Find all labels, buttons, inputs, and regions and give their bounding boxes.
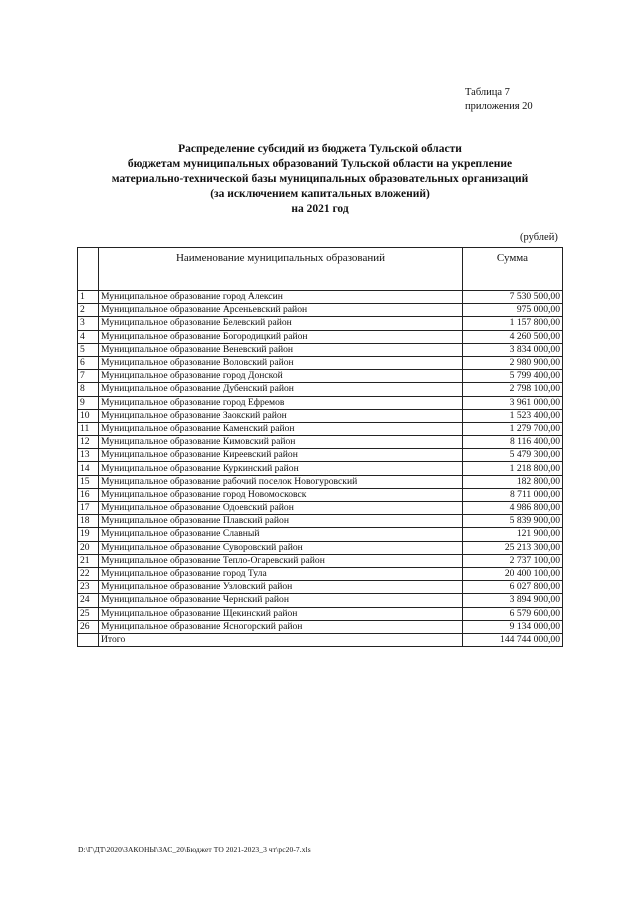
municipality-name: Муниципальное образование Суворовский район xyxy=(99,541,463,554)
total-label: Итого xyxy=(99,633,463,646)
subsidy-amount: 121 900,00 xyxy=(463,528,563,541)
title-line: (за исключением капитальных вложений) xyxy=(210,188,430,200)
subsidy-amount: 20 400 100,00 xyxy=(463,567,563,580)
document-title xyxy=(70,142,570,217)
municipality-name: Муниципальное образование рабочий поселок Новогуровский xyxy=(99,475,463,488)
table-row xyxy=(78,383,563,396)
table-row xyxy=(78,330,563,343)
table-row xyxy=(78,515,563,528)
subsidy-amount: 6 579 600,00 xyxy=(463,607,563,620)
table-row xyxy=(78,541,563,554)
table-row xyxy=(78,502,563,515)
table-row xyxy=(78,620,563,633)
row-number: 7 xyxy=(78,370,99,383)
municipality-name: Муниципальное образование город Тула xyxy=(99,567,463,580)
subsidy-amount: 6 027 800,00 xyxy=(463,581,563,594)
row-number: 17 xyxy=(78,502,99,515)
total-row xyxy=(78,633,563,646)
table-row xyxy=(78,396,563,409)
header-sum-cell: Сумма xyxy=(463,248,563,291)
row-number: 5 xyxy=(78,343,99,356)
municipality-name: Муниципальное образование город Ефремов xyxy=(99,396,463,409)
municipality-name: Муниципальное образование Узловский район xyxy=(99,581,463,594)
municipality-name: Муниципальное образование Киреевский район xyxy=(99,449,463,462)
table-row xyxy=(78,488,563,501)
table-row xyxy=(78,581,563,594)
total-sum: 144 744 000,00 xyxy=(463,633,563,646)
title-line: материально-технической базы муниципальных образовательных организаций xyxy=(111,173,529,185)
subsidy-amount: 1 218 800,00 xyxy=(463,462,563,475)
row-number: 15 xyxy=(78,475,99,488)
row-number: 19 xyxy=(78,528,99,541)
table-row xyxy=(78,409,563,422)
table-row xyxy=(78,594,563,607)
subsidy-amount: 8 711 000,00 xyxy=(463,488,563,501)
appendix-reference: приложения 20 xyxy=(465,101,533,112)
municipality-name: Муниципальное образование город Алексин xyxy=(99,291,463,304)
subsidy-amount: 2 980 900,00 xyxy=(463,356,563,369)
row-number: 4 xyxy=(78,330,99,343)
municipality-name: Муниципальное образование Чернский район xyxy=(99,594,463,607)
row-number: 26 xyxy=(78,620,99,633)
subsidy-amount: 4 260 500,00 xyxy=(463,330,563,343)
row-number: 6 xyxy=(78,356,99,369)
row-number: 21 xyxy=(78,554,99,567)
subsidy-amount: 1 279 700,00 xyxy=(463,422,563,435)
row-number: 23 xyxy=(78,581,99,594)
municipality-name: Муниципальное образование Воловский район xyxy=(99,356,463,369)
subsidy-amount: 9 134 000,00 xyxy=(463,620,563,633)
municipality-name: Муниципальное образование Славный xyxy=(99,528,463,541)
table-row xyxy=(78,554,563,567)
municipality-name: Муниципальное образование Дубенский район xyxy=(99,383,463,396)
subsidy-amount: 5 479 300,00 xyxy=(463,449,563,462)
municipality-name: Муниципальное образование Белевский район xyxy=(99,317,463,330)
title-line: на 2021 год xyxy=(291,203,349,215)
table-row xyxy=(78,370,563,383)
row-number: 3 xyxy=(78,317,99,330)
header-name-cell: Наименование муниципальных образований xyxy=(99,248,463,291)
municipality-name: Муниципальное образование Каменский район xyxy=(99,422,463,435)
total-number-cell xyxy=(78,633,99,646)
row-number: 13 xyxy=(78,449,99,462)
subsidy-table xyxy=(77,247,563,647)
row-number: 9 xyxy=(78,396,99,409)
table-row xyxy=(78,343,563,356)
row-number: 24 xyxy=(78,594,99,607)
row-number: 11 xyxy=(78,422,99,435)
municipality-name: Муниципальное образование город Донской xyxy=(99,370,463,383)
subsidy-amount: 5 839 900,00 xyxy=(463,515,563,528)
subsidy-amount: 8 116 400,00 xyxy=(463,436,563,449)
table-row xyxy=(78,567,563,580)
subsidy-amount: 1 157 800,00 xyxy=(463,317,563,330)
subsidy-amount: 3 834 000,00 xyxy=(463,343,563,356)
subsidy-amount: 5 799 400,00 xyxy=(463,370,563,383)
row-number: 25 xyxy=(78,607,99,620)
municipality-name: Муниципальное образование Богородицкий район xyxy=(99,330,463,343)
subsidy-amount: 3 961 000,00 xyxy=(463,396,563,409)
table-reference xyxy=(465,86,533,114)
subsidy-amount: 1 523 400,00 xyxy=(463,409,563,422)
municipality-name: Муниципальное образование город Новомосковск xyxy=(99,488,463,501)
table-row xyxy=(78,462,563,475)
table-row xyxy=(78,449,563,462)
table-row xyxy=(78,422,563,435)
subsidy-amount: 2 798 100,00 xyxy=(463,383,563,396)
title-line: Распределение субсидий из бюджета Тульской области xyxy=(178,143,462,155)
row-number: 2 xyxy=(78,304,99,317)
table-row xyxy=(78,528,563,541)
row-number: 10 xyxy=(78,409,99,422)
row-number: 16 xyxy=(78,488,99,501)
subsidy-amount: 25 213 300,00 xyxy=(463,541,563,554)
table-header-row xyxy=(78,248,563,291)
municipality-name: Муниципальное образование Заокский район xyxy=(99,409,463,422)
municipality-name: Муниципальное образование Кимовский район xyxy=(99,436,463,449)
subsidy-amount: 3 894 900,00 xyxy=(463,594,563,607)
municipality-name: Муниципальное образование Веневский район xyxy=(99,343,463,356)
table-row xyxy=(78,475,563,488)
row-number: 1 xyxy=(78,291,99,304)
row-number: 18 xyxy=(78,515,99,528)
subsidy-amount: 182 800,00 xyxy=(463,475,563,488)
table-row xyxy=(78,317,563,330)
table-number: Таблица 7 xyxy=(465,87,510,98)
municipality-name: Муниципальное образование Арсеньевский район xyxy=(99,304,463,317)
unit-note: (рублей) xyxy=(520,232,558,243)
municipality-name: Муниципальное образование Тепло-Огаревский район xyxy=(99,554,463,567)
subsidy-amount: 2 737 100,00 xyxy=(463,554,563,567)
row-number: 14 xyxy=(78,462,99,475)
row-number: 8 xyxy=(78,383,99,396)
file-path: D:\Г\ДТ\2020\ЗАКОНЫ\ЗАС_20\Бюджет ТО 2021-2023_3 чт\рс20-7.xls xyxy=(78,845,311,854)
subsidy-amount: 975 000,00 xyxy=(463,304,563,317)
header-number-cell xyxy=(78,248,99,291)
table-row xyxy=(78,356,563,369)
row-number: 22 xyxy=(78,567,99,580)
table-row xyxy=(78,304,563,317)
row-number: 12 xyxy=(78,436,99,449)
table-row xyxy=(78,291,563,304)
municipality-name: Муниципальное образование Одоевский район xyxy=(99,502,463,515)
subsidy-amount: 7 530 500,00 xyxy=(463,291,563,304)
municipality-name: Муниципальное образование Куркинский район xyxy=(99,462,463,475)
municipality-name: Муниципальное образование Плавский район xyxy=(99,515,463,528)
subsidy-amount: 4 986 800,00 xyxy=(463,502,563,515)
row-number: 20 xyxy=(78,541,99,554)
table-row xyxy=(78,607,563,620)
municipality-name: Муниципальное образование Щекинский район xyxy=(99,607,463,620)
title-line: бюджетам муниципальных образований Тульской области на укрепление xyxy=(127,158,513,170)
municipality-name: Муниципальное образование Ясногорский район xyxy=(99,620,463,633)
table-row xyxy=(78,436,563,449)
